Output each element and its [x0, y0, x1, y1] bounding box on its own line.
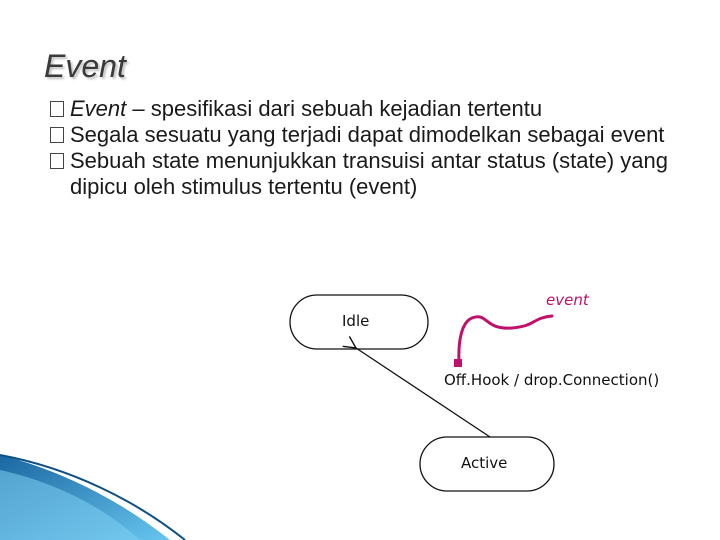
- event-pointer-dot: [454, 359, 462, 367]
- bullet-text: Segala sesuatu yang terjadi dapat dimodelkan sebagai event: [70, 122, 665, 147]
- event-pointer-curve: [459, 316, 552, 362]
- event-label: event: [546, 291, 589, 309]
- transition-label: Off.Hook / drop.Connection(): [444, 371, 660, 389]
- transition-arrow: [356, 348, 490, 437]
- bullet-text: Sebuah state menunjukkan transuisi antar status (state) yang dipicu oleh stimulus tertentu (event): [70, 148, 669, 199]
- state-idle: [290, 295, 428, 349]
- state-idle-label: Idle: [342, 312, 370, 330]
- bullet-text: – spesifikasi dari sebuah kejadian tertentu: [126, 96, 543, 121]
- bullet-italic-term: Event: [70, 96, 127, 121]
- state-active: [420, 437, 554, 491]
- page-title: Event: [44, 48, 126, 84]
- state-active-label: Active: [461, 454, 508, 472]
